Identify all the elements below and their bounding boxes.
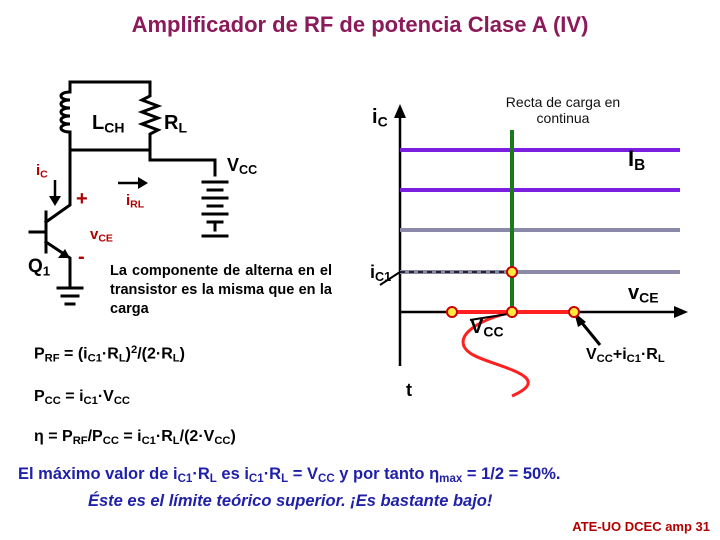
circuit-ic-label: $i_C$ [36,162,48,181]
vce-plus-sign: + [76,188,88,210]
inductor-coil [61,82,70,150]
vcc-mark-label: $V_{CC}$ [470,316,504,340]
min-point [447,307,457,317]
ib-label: $I_B$ [628,146,646,174]
vcc-point [507,307,517,317]
q-point [507,267,517,277]
ground-symbol [58,288,82,304]
transistor-base [30,212,46,252]
load-label: $R_L$ [164,112,188,136]
ac-component-note: La componente de alterna en el transistor es la misma que en la carga [110,263,332,317]
vcc-wire [70,150,215,175]
efficiency-equation: $\eta = P_{RF}/P_{CC} = i_{C1}\cdot R_L/(2\cdot V_{CC})$ [34,428,236,447]
slide-footer: ATE-UO DCEC amp 31 [572,519,710,534]
slide-title: Amplificador de RF de potencia Clase A (IV) [131,12,589,37]
ic-axis-label: $i_C$ [372,106,388,130]
time-axis-label: t [406,380,412,400]
load-resistor [142,82,158,150]
circuit-irl-label: $i_{RL}$ [126,192,145,211]
ic1-label: $i_{C1}$ [370,262,392,285]
max-vce-label: $V_{CC}+i_{C1}\cdot R_L$ [586,346,665,365]
circuit-vcc-label: $V_{CC}$ [227,155,258,178]
vce-axis-label: $v_{CE}$ [628,282,659,306]
pcc-equation: $P_{CC} = i_{C1}\cdot V_{CC}$ [34,388,131,407]
conclusion-line-2: Éste es el límite teórico superior. ¡Es bastante bajo! [88,492,493,510]
prf-equation: $P_{RF} = (i_{C1}\cdot R_L)^2/(2\cdot R_L)$ [34,344,185,365]
transistor-collector [46,185,70,222]
transistor-label: $Q_1$ [28,256,51,279]
max-point [569,307,579,317]
load-line-label: Recta de carga en continua [505,94,621,126]
conclusion-line-1: El máximo valor de $i_{C1}\cdot R_L$ es $i_{C1}\cdot R_L = V_{CC}$ y por tanto $\eta_{max} = 1/2 = 50\%$. [18,465,561,485]
inductor-label: $L_{CH}$ [92,112,125,136]
vcc-battery [203,182,227,236]
vce-minus-sign: - [78,246,85,268]
circuit-vce-label: $v_{CE}$ [90,226,113,245]
